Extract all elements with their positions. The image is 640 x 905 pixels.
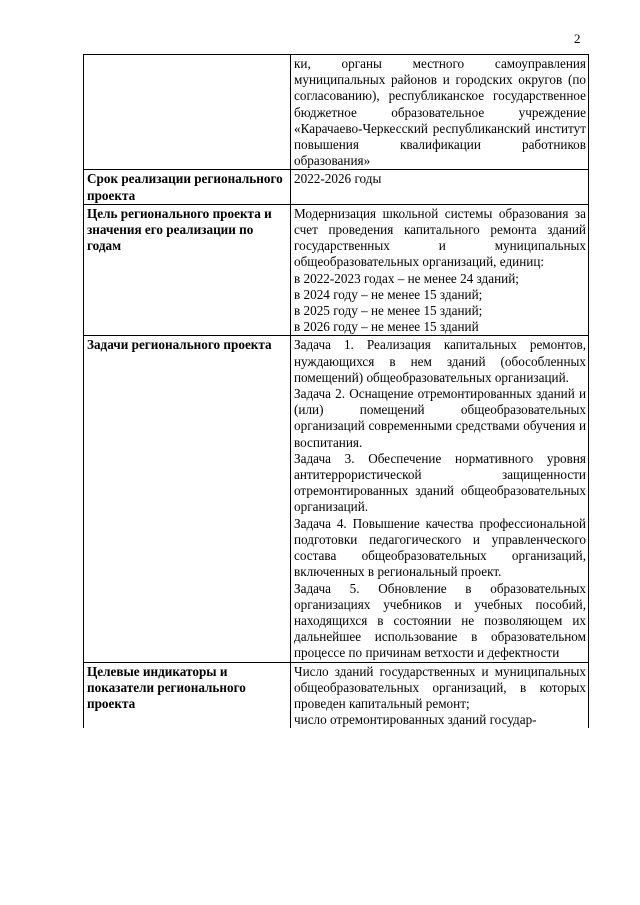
task-item: Задача 2. Оснащение отремонтированных зданий и (или) помещений общеобразовательных организаций современными средствами обучения и воспитания. [294, 386, 586, 450]
row-value [291, 662, 589, 728]
row-value [291, 204, 589, 336]
row-label: Цель регионального проекта и значения его реализации по годам [84, 204, 291, 336]
row-value [291, 170, 589, 204]
goal-year-line: в 2024 году – не менее 15 зданий; [294, 286, 483, 302]
row-label: Задачи регионального проекта [84, 336, 291, 662]
indicator-text-continued: число отремонтированных зданий государ- [294, 712, 537, 728]
task-item: Задача 1. Реализация капитальных ремонтов, нуждающихся в нем зданий (обособленных помещений) общеобразовательных организаций. [294, 337, 586, 385]
regional-project-table [83, 54, 589, 728]
executors-text: ки, органы местного самоуправления муниципальных районов и городских округов (по согласованию), республиканское государственное бюджетное образовательное учреждение «Карачаево-Черкесский республиканский институт повышения квалификации работников образования» [294, 56, 586, 169]
row-label [84, 55, 291, 170]
period-text: 2022-2026 годы [294, 171, 382, 187]
goal-text: Модернизация школьной системы образования за счет проведения капитального ремонта зданий государственных и муниципальных общеобразовательных организаций, единиц: [294, 205, 586, 270]
goal-year-line: в 2022-2023 годах – не менее 24 зданий; [294, 270, 519, 286]
row-label: Срок реализации регионального проекта [84, 170, 291, 204]
table-row [84, 170, 589, 204]
table-row [84, 336, 589, 662]
task-item: Задача 5. Обновление в образовательных организациях учебников и учебных пособий, находящихся в состоянии не позволяющем их дальнейшее использование в образовательном процессе по причинам ветхости и дефектности [294, 580, 586, 661]
row-value [291, 336, 589, 662]
table-row [84, 55, 589, 170]
table-row [84, 204, 589, 336]
task-item: Задача 3. Обеспечение нормативного уровня антитеррористической защищенности отремонтированных зданий общеобразовательных организаций. [294, 450, 586, 515]
page-number: 2 [574, 31, 581, 46]
table-row [84, 662, 589, 728]
goal-year-line: в 2025 году – не менее 15 зданий; [294, 303, 483, 319]
row-value [291, 55, 589, 170]
task-item: Задача 4. Повышение качества профессиональной подготовки педагогического и управленческого состава общеобразовательных организаций, включенных в региональный проект. [294, 515, 586, 580]
indicator-text: Число зданий государственных и муниципальных общеобразовательных организаций, в которых проведен капитальный ремонт; [294, 663, 586, 711]
row-label: Целевые индикаторы и показатели регионального проекта [84, 662, 291, 728]
goal-year-line: в 2026 году – не менее 15 зданий [294, 319, 479, 335]
